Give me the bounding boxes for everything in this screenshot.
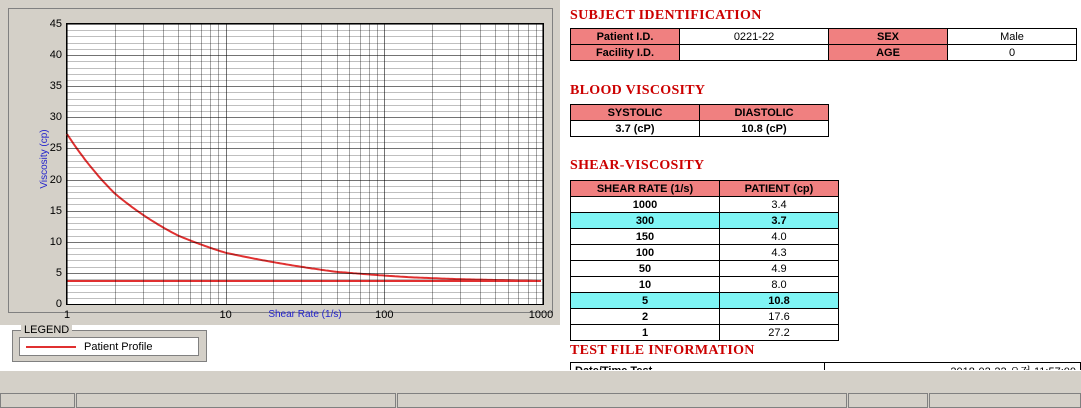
gridline-horizontal bbox=[67, 30, 543, 31]
gridline-horizontal bbox=[67, 99, 543, 100]
shear-rate-cell: 1 bbox=[571, 325, 720, 341]
shear-rate-cell: 150 bbox=[571, 229, 720, 245]
gridline-horizontal bbox=[67, 173, 543, 174]
gridline-horizontal bbox=[67, 217, 543, 218]
table-row bbox=[571, 293, 839, 309]
gridline-horizontal bbox=[67, 74, 543, 75]
shear-viscosity-table bbox=[570, 180, 839, 341]
shear-rate-cell: 50 bbox=[571, 261, 720, 277]
sex-value: Male bbox=[948, 29, 1077, 45]
y-axis-tick: 15 bbox=[49, 204, 62, 217]
shear-rate-header: SHEAR RATE (1/s) bbox=[571, 181, 720, 197]
gridline-horizontal bbox=[67, 130, 543, 131]
subject-identification-table bbox=[570, 28, 1077, 61]
gridline-vertical bbox=[301, 24, 302, 304]
table-row bbox=[571, 261, 839, 277]
patient-cp-cell: 8.0 bbox=[720, 277, 839, 293]
table-row bbox=[571, 45, 1077, 61]
gridline-horizontal bbox=[67, 292, 543, 293]
diastolic-header: DIASTOLIC bbox=[700, 105, 829, 121]
legend-box bbox=[12, 324, 207, 362]
patient-cp-cell: 4.9 bbox=[720, 261, 839, 277]
y-axis-tick: 25 bbox=[49, 142, 62, 155]
x-axis-label: Shear Rate (1/s) bbox=[268, 309, 342, 320]
gridline-vertical bbox=[518, 24, 519, 304]
table-row bbox=[571, 245, 839, 261]
gridline-horizontal bbox=[67, 279, 543, 280]
gridline-horizontal bbox=[67, 161, 543, 162]
sex-label: SEX bbox=[829, 29, 948, 45]
shear-rate-cell: 10 bbox=[571, 277, 720, 293]
gridline-vertical bbox=[218, 24, 219, 304]
table-row bbox=[571, 277, 839, 293]
blood-viscosity-table bbox=[570, 104, 829, 137]
diastolic-value: 10.8 (cP) bbox=[700, 121, 829, 137]
gridline-vertical bbox=[460, 24, 461, 304]
gridline-horizontal bbox=[67, 254, 543, 255]
y-axis-tick: 10 bbox=[49, 235, 62, 248]
gridline-vertical bbox=[226, 24, 227, 304]
gridline-horizontal bbox=[67, 124, 543, 125]
status-cell-4 bbox=[848, 393, 928, 408]
table-row bbox=[571, 325, 839, 341]
x-axis-tick: 10 bbox=[219, 309, 232, 321]
gridline-horizontal bbox=[67, 36, 543, 37]
gridline-horizontal bbox=[67, 61, 543, 62]
shear-rate-cell: 100 bbox=[571, 245, 720, 261]
gridline-horizontal bbox=[67, 298, 543, 299]
gridline-vertical bbox=[115, 24, 116, 304]
subject-identification-title: SUBJECT IDENTIFICATION bbox=[570, 8, 762, 23]
gridline-vertical bbox=[528, 24, 529, 304]
gridline-horizontal bbox=[67, 186, 543, 187]
table-row bbox=[571, 213, 839, 229]
patient-cp-cell: 4.3 bbox=[720, 245, 839, 261]
shear-rate-cell: 1000 bbox=[571, 197, 720, 213]
blood-viscosity-title: BLOOD VISCOSITY bbox=[570, 83, 706, 98]
chart-panel bbox=[0, 0, 560, 353]
gridline-vertical bbox=[377, 24, 378, 304]
patient-cp-cell: 10.8 bbox=[720, 293, 839, 309]
patient-id-label: Patient I.D. bbox=[571, 29, 680, 45]
gridline-horizontal bbox=[67, 117, 543, 118]
gridline-vertical bbox=[432, 24, 433, 304]
age-value: 0 bbox=[948, 45, 1077, 61]
series-curves bbox=[67, 24, 543, 304]
gridline-vertical bbox=[508, 24, 509, 304]
table-row bbox=[571, 29, 1077, 45]
gridline-vertical bbox=[536, 24, 537, 304]
table-row bbox=[571, 229, 839, 245]
gridline-horizontal bbox=[67, 80, 543, 81]
gridline-vertical bbox=[67, 24, 68, 304]
gridline-horizontal bbox=[67, 273, 543, 274]
shear-viscosity-body bbox=[571, 197, 839, 341]
patient-cp-cell: 3.4 bbox=[720, 197, 839, 213]
y-axis-tick: 5 bbox=[55, 266, 62, 279]
gridline-vertical bbox=[321, 24, 322, 304]
gridline-vertical bbox=[337, 24, 338, 304]
systolic-header: SYSTOLIC bbox=[571, 105, 700, 121]
gridline-vertical bbox=[369, 24, 370, 304]
age-label: AGE bbox=[829, 45, 948, 61]
table-row bbox=[571, 197, 839, 213]
status-cell-5 bbox=[929, 393, 1081, 408]
gridline-vertical bbox=[480, 24, 481, 304]
y-axis-tick: 40 bbox=[49, 49, 62, 62]
gridline-horizontal bbox=[67, 105, 543, 106]
shear-rate-cell: 300 bbox=[571, 213, 720, 229]
gridline-horizontal bbox=[67, 49, 543, 50]
gridline-vertical bbox=[178, 24, 179, 304]
status-cell-1 bbox=[0, 393, 75, 408]
gridline-vertical bbox=[163, 24, 164, 304]
gridline-horizontal bbox=[67, 242, 543, 243]
gridline-horizontal bbox=[67, 192, 543, 193]
x-axis-tick: 1000 bbox=[528, 309, 554, 321]
gridline-horizontal bbox=[67, 136, 543, 137]
gridline-vertical bbox=[495, 24, 496, 304]
y-axis-tick: 45 bbox=[49, 18, 62, 30]
gridline-horizontal bbox=[67, 267, 543, 268]
gridline-horizontal bbox=[67, 167, 543, 168]
report-panel bbox=[570, 0, 1081, 407]
legend-color-swatch bbox=[26, 346, 76, 348]
gridline-horizontal bbox=[67, 55, 543, 56]
gridline-horizontal bbox=[67, 248, 543, 249]
y-axis-label: Viscosity (cp) bbox=[39, 129, 51, 189]
gridline-vertical bbox=[349, 24, 350, 304]
patient-cp-header: PATIENT (cp) bbox=[720, 181, 839, 197]
gridline-vertical bbox=[360, 24, 361, 304]
status-cell-2 bbox=[76, 393, 396, 408]
gridline-horizontal bbox=[67, 198, 543, 199]
y-axis-tick: 30 bbox=[49, 111, 62, 124]
gridline-horizontal bbox=[67, 229, 543, 230]
test-file-information-title: TEST FILE INFORMATION bbox=[570, 343, 755, 358]
gridline-horizontal bbox=[67, 304, 543, 305]
x-axis-tick: 100 bbox=[375, 309, 394, 321]
shear-rate-cell: 2 bbox=[571, 309, 720, 325]
gridline-vertical bbox=[210, 24, 211, 304]
patient-id-value: 0221-22 bbox=[680, 29, 829, 45]
gridline-horizontal bbox=[67, 260, 543, 261]
table-row bbox=[571, 105, 829, 121]
gridline-horizontal bbox=[67, 43, 543, 44]
gridline-horizontal bbox=[67, 148, 543, 149]
patient-cp-cell: 27.2 bbox=[720, 325, 839, 341]
gridline-horizontal bbox=[67, 24, 543, 25]
legend-item-label: Patient Profile bbox=[84, 340, 153, 353]
patient-cp-cell: 3.7 bbox=[720, 213, 839, 229]
gridline-horizontal bbox=[67, 204, 543, 205]
table-row bbox=[571, 309, 839, 325]
gridline-horizontal bbox=[67, 223, 543, 224]
patient-cp-cell: 17.6 bbox=[720, 309, 839, 325]
gridline-horizontal bbox=[67, 86, 543, 87]
y-axis-tick: 35 bbox=[49, 80, 62, 93]
gridline-horizontal bbox=[67, 142, 543, 143]
gridline-vertical bbox=[273, 24, 274, 304]
legend-item-patient-profile bbox=[19, 337, 199, 356]
shear-rate-cell: 5 bbox=[571, 293, 720, 309]
y-axis-tick: 0 bbox=[55, 298, 62, 310]
gridline-vertical bbox=[542, 24, 543, 304]
y-axis-tick: 20 bbox=[49, 173, 62, 186]
gridline-horizontal bbox=[67, 211, 543, 212]
x-axis-tick: 1 bbox=[63, 309, 71, 321]
table-row bbox=[571, 121, 829, 137]
table-header-row bbox=[571, 181, 839, 197]
gridline-vertical bbox=[201, 24, 202, 304]
gridline-horizontal bbox=[67, 155, 543, 156]
gridline-vertical bbox=[384, 24, 385, 304]
facility-id-value bbox=[680, 45, 829, 61]
gridline-vertical bbox=[190, 24, 191, 304]
status-cell-3 bbox=[397, 393, 847, 408]
plot-frame bbox=[8, 8, 554, 321]
gridline-horizontal bbox=[67, 111, 543, 112]
facility-id-label: Facility I.D. bbox=[571, 45, 680, 61]
gridline-horizontal bbox=[67, 180, 543, 181]
shear-viscosity-title: SHEAR-VISCOSITY bbox=[570, 158, 705, 173]
status-bar bbox=[0, 370, 1081, 408]
gridline-horizontal bbox=[67, 285, 543, 286]
patient-cp-cell: 4.0 bbox=[720, 229, 839, 245]
gridline-horizontal bbox=[67, 92, 543, 93]
legend-title: LEGEND bbox=[21, 324, 72, 336]
systolic-value: 3.7 (cP) bbox=[571, 121, 700, 137]
gridline-horizontal bbox=[67, 236, 543, 237]
gridline-horizontal bbox=[67, 68, 543, 69]
gridline-vertical bbox=[143, 24, 144, 304]
